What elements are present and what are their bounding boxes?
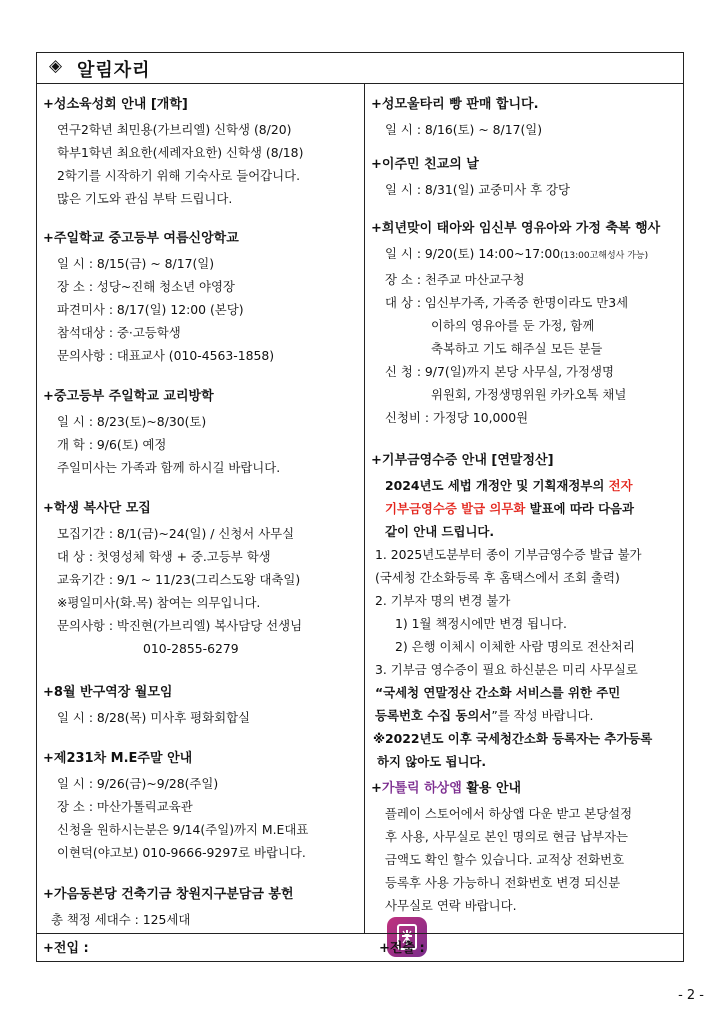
text-line: 장 소 : 천주교 마산교구청 <box>385 272 525 287</box>
board-header <box>37 53 683 84</box>
text-line: 장 소 : 마산가톨릭교육관 <box>57 799 193 814</box>
section-building-fund <box>43 883 359 931</box>
text-line: 1) 1월 책정시에만 변경 됩니다. <box>395 616 567 631</box>
date-time: 일 시 : 9/20(토) 14:00~17:00 <box>385 246 561 261</box>
text-line: 장 소 : 성당~진해 청소년 야영장 <box>57 279 235 294</box>
text-line: 일 시 : 9/26(금)~9/28(주일) <box>57 776 219 791</box>
text-line: 등록후 사용 가능하니 전화번호 변경 되신분 <box>385 875 621 890</box>
phone-number: 010-2855-6279 <box>143 641 239 656</box>
text-line: 하지 않아도 됩니다. <box>377 754 487 769</box>
text-line: 신청비 : 가정당 10,000원 <box>385 410 529 425</box>
board-title: 알림자리 <box>77 60 151 81</box>
text-line: 사무실로 연락 바랍니다. <box>385 898 517 913</box>
text-line <box>371 474 679 497</box>
text-span: 등록번호 수집 동의서 <box>375 708 492 723</box>
text-line: 위원회, 가정생명위원 카카오톡 채널 <box>431 387 627 402</box>
section-summer-school <box>43 227 359 367</box>
page-number: - 2 - <box>678 988 704 1003</box>
text-line: 신청을 원하시는분은 9/14(주일)까지 M.E대표 <box>57 822 309 837</box>
app-name: 가톨릭 하상앱 <box>381 781 462 796</box>
section-title: +가음동본당 건축기금 창원지구분담금 봉헌 <box>43 887 294 902</box>
text-line: 3. 기부금 영수증이 필요 하신분은 미리 사무실로 <box>375 662 638 677</box>
section-title <box>371 777 679 796</box>
confession-note: (13:00고해성사 가능) <box>560 251 649 261</box>
text-line: 참석대상 : 중·고등학생 <box>57 325 181 340</box>
section-bread-sale <box>371 93 679 141</box>
footer-divider <box>37 933 683 934</box>
text-line: 교육기간 : 9/1 ~ 11/23(그리스도왕 대축일) <box>57 572 301 587</box>
text-span: 2024년도 세법 개정안 및 기획재정부의 <box>385 478 609 493</box>
section-title: +이주민 친교의 날 <box>371 157 479 172</box>
text-line: 2. 기부자 명의 변경 불가 <box>375 593 511 608</box>
column-divider <box>364 83 365 933</box>
text-line: 총 책정 세대수 : 125세대 <box>51 912 191 927</box>
text-line: 후 사용, 사무실로 본인 명의로 현금 납부자는 <box>385 829 629 844</box>
text-line: (국세청 간소화등록 후 홈택스에서 조회 출력) <box>375 570 620 585</box>
section-title: +희년맞이 태아와 임신부 영유아와 가정 축복 행사 <box>371 221 661 236</box>
section-hasang-app <box>371 777 679 917</box>
text-line: 일 시 : 8/15(금) ~ 8/17(일) <box>57 256 215 271</box>
transfer-out-label: +전출 : <box>379 941 425 956</box>
diamond-icon: ◈ <box>49 56 63 76</box>
text-span: 활용 안내 <box>461 781 522 796</box>
section-vocation <box>43 93 359 210</box>
text-line: 주일미사는 가족과 함께 하시길 바랍니다. <box>57 460 281 475</box>
highlight-text: 전자 <box>608 478 633 493</box>
text-line <box>371 704 679 727</box>
text-line: 축복하고 기도 해주실 모든 분들 <box>431 341 603 356</box>
text-line: 많은 기도와 관심 부탁 드립니다. <box>57 191 233 206</box>
text-line: 모집기간 : 8/1(금)~24(일) / 신청서 사무실 <box>57 526 295 541</box>
text-line: 개 학 : 9/6(토) 예정 <box>57 437 167 452</box>
text-line: 1. 2025년도분부터 종이 기부금영수증 발급 불가 <box>375 547 642 562</box>
section-me-weekend <box>43 747 359 864</box>
text-line: 플레이 스토어에서 하상앱 다운 받고 본당설정 <box>385 806 633 821</box>
text-line <box>371 242 679 268</box>
notice-board <box>36 52 684 962</box>
text-span: ”를 작성 바랍니다. <box>491 708 594 723</box>
text-line: ※평일미사(화.목) 참여는 의무입니다. <box>57 595 261 610</box>
section-family-blessing <box>371 217 679 429</box>
section-title: +기부금영수증 안내 [연말정산] <box>371 453 554 468</box>
text-line: “국세청 연말정산 간소화 서비스를 위한 주민 <box>375 685 621 700</box>
text-line: 이하의 영유아를 둔 가정, 함께 <box>431 318 595 333</box>
section-title: +제231차 M.E주말 안내 <box>43 751 193 766</box>
text-line: 학부1학년 최요한(세례자요한) 신학생 (8/18) <box>57 145 304 160</box>
text-span: 발표에 따라 다음과 <box>525 501 634 516</box>
section-title: +학생 복사단 모집 <box>43 501 151 516</box>
text-span: + <box>371 781 382 796</box>
section-title: +주일학교 중고등부 여름신앙학교 <box>43 231 239 246</box>
text-line: 같이 안내 드립니다. <box>385 524 495 539</box>
text-line: 일 시 : 8/23(토)~8/30(토) <box>57 414 207 429</box>
section-migrant-day <box>371 153 679 201</box>
text-line: 연구2학년 최민용(가브리엘) 신학생 (8/20) <box>57 122 292 137</box>
section-monthly-meeting <box>43 681 359 729</box>
section-altar-servers <box>43 497 359 660</box>
section-title: +성소육성회 안내 [개학] <box>43 97 188 112</box>
highlight-text: 기부금영수증 발급 의무화 <box>385 501 526 516</box>
text-line: 2학기를 시작하기 위해 기숙사로 들어갑니다. <box>57 168 301 183</box>
text-line: 문의사항 : 대표교사 (010-4563-1858) <box>57 348 275 363</box>
text-line: 대 상 : 첫영성체 학생 + 중.고등부 학생 <box>57 549 271 564</box>
section-title: +성모울타리 빵 판매 합니다. <box>371 97 539 112</box>
text-line: 금액도 확인 할수 있습니다. 교적상 전화번호 <box>385 852 625 867</box>
section-catechism-break <box>43 385 359 479</box>
transfer-in-label: +전입 : <box>43 941 89 956</box>
section-title: +8월 반구역장 월모임 <box>43 685 173 700</box>
text-line: 신 청 : 9/7(일)까지 본당 사무실, 가정생명 <box>385 364 614 379</box>
text-line: 일 시 : 8/31(일) 교중미사 후 강당 <box>385 182 570 197</box>
text-line: 대 상 : 임신부가족, 가족중 한명이라도 만3세 <box>385 295 629 310</box>
text-line: 일 시 : 8/28(목) 미사후 평화회합실 <box>57 710 251 725</box>
section-donation-receipt <box>371 449 679 773</box>
text-line: 2) 은행 이체시 이체한 사람 명의로 전산처리 <box>395 639 635 654</box>
text-line: ※2022년도 이후 국세청간소화 등록자는 추가등록 <box>373 731 653 746</box>
text-line <box>371 497 679 520</box>
text-line: 일 시 : 8/16(토) ~ 8/17(일) <box>385 122 543 137</box>
text-line: 이현덕(야고보) 010-9666-9297로 바랍니다. <box>57 845 306 860</box>
text-line: 파견미사 : 8/17(일) 12:00 (본당) <box>57 302 244 317</box>
section-title: +중고등부 주일학교 교리방학 <box>43 389 214 404</box>
text-line: 문의사항 : 박진현(가브리엘) 복사담당 선생님 <box>57 618 303 633</box>
